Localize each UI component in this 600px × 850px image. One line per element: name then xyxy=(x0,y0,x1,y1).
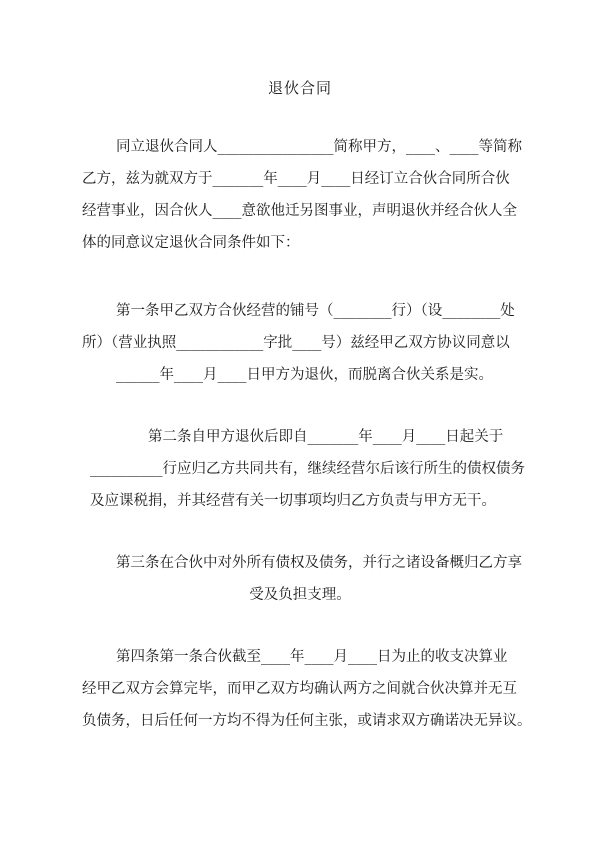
contract-title: 退伙合同 xyxy=(267,79,332,97)
paragraph-line: 受及负担支理。 xyxy=(249,587,351,603)
article-4-paragraph xyxy=(82,641,532,737)
paragraph-line: 所）（营业执照____________字批____号）兹经甲乙双方协议同意以 xyxy=(82,335,510,351)
paragraph-line: 及应课税捐，并其经营有关一切事项均归乙方负责与甲方无干。 xyxy=(90,493,496,509)
paragraph-line: 同立退伙合同人________________简称甲方，____、____等简称 xyxy=(116,139,522,155)
paragraph-line: 第三条在合伙中对外所有债权及债务，并行之诸设备概归乙方享 xyxy=(116,555,522,571)
paragraph-line: ______年____月____日甲方为退伙，而脱离合伙关系是实。 xyxy=(116,367,493,383)
paragraph-line: 第二条自甲方退伙后即自_______年____月____日起关于 xyxy=(148,429,504,445)
paragraph-line: 体的同意议定退伙合同条件如下： xyxy=(82,235,300,251)
article-1-paragraph xyxy=(82,295,515,391)
article-3-paragraph xyxy=(82,547,522,611)
article-2-paragraph xyxy=(90,421,525,517)
paragraph-line: 第四条第一条合伙截至____年____月____日为止的收支决算业 xyxy=(116,649,508,665)
paragraph-line: 经甲乙双方会算完毕，而甲乙双方均确认两方之间就合伙决算并无互 xyxy=(82,681,517,697)
paragraph-line: 经营事业，因合伙人____意欲他迁另图事业，声明退伙并经合伙人全 xyxy=(82,203,517,219)
paragraph-line: 第一条甲乙双方合伙经营的铺号（________行）（设________处 xyxy=(116,303,515,319)
paragraph-line: 乙方，兹为就双方于_______年____月____日经订立合伙合同所合伙 xyxy=(82,171,510,187)
paragraph-line: __________行应归乙方共同共有，继续经营尔后该行所生的债权债务 xyxy=(90,461,525,477)
preamble-paragraph xyxy=(82,131,522,259)
paragraph-line: 负债务，日后任何一方均不得为任何主张，或请求双方确诺决无异议。 xyxy=(82,713,532,729)
